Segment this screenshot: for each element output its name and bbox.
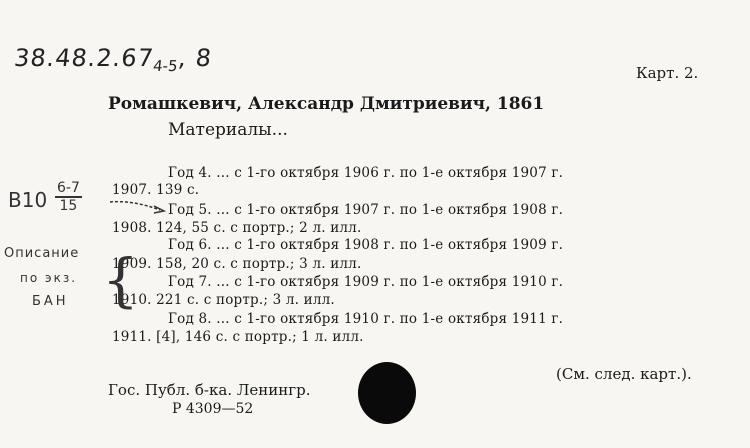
handwritten-arrow-icon xyxy=(108,198,168,216)
handwritten-note-copy: по экз. xyxy=(20,271,78,285)
entry-line: 1907. 139 с. xyxy=(112,182,200,198)
handwritten-fraction xyxy=(55,180,82,214)
entry-line: Год 7. ... с 1-го октября 1909 г. по 1-е октября 1910 г. xyxy=(168,274,564,290)
author-heading: Ромашкевич, Александр Дмитриевич, 1861 xyxy=(108,94,545,114)
shelfmark xyxy=(12,44,213,75)
title: Материалы... xyxy=(168,120,288,140)
fraction-numerator: 6-7 xyxy=(57,180,80,196)
brace-icon: { xyxy=(102,246,139,314)
library-name: Гос. Публ. б-ка. Ленингр. xyxy=(108,381,311,399)
shelfmark-tail: , 8 xyxy=(176,44,214,72)
card-number: Карт. 2. xyxy=(636,64,699,82)
fraction-denominator: 15 xyxy=(59,198,78,214)
entry-line: Год 4. ... с 1-го октября 1906 г. по 1-е октября 1907 г. xyxy=(168,165,564,181)
entry-line: 1909. 158, 20 с. с портр.; 3 л. илл. xyxy=(112,256,362,272)
entry-line: 1911. [4], 146 с. с портр.; 1 л. илл. xyxy=(112,329,364,345)
entry-line: Год 6. ... с 1-го октября 1908 г. по 1-е октября 1909 г. xyxy=(168,237,564,253)
entry-line: Год 8. ... с 1-го октября 1910 г. по 1-е октября 1911 г. xyxy=(168,311,564,327)
handwritten-code: В10 xyxy=(8,188,48,212)
handwritten-note-library: БАН xyxy=(32,294,69,309)
handwritten-note-description: Описание xyxy=(4,246,80,261)
library-code: Р 4309—52 xyxy=(172,401,254,417)
entry-line: Год 5. ... с 1-го октября 1907 г. по 1-е октября 1908 г. xyxy=(168,202,564,218)
shelfmark-main: 38.48.2.67 xyxy=(12,44,156,72)
entry-line: 1910. 221 с. с портр.; 3 л. илл. xyxy=(112,292,335,308)
shelfmark-sub: 4-5 xyxy=(152,57,179,75)
ink-blot xyxy=(358,362,416,424)
see-next-card: (См. след. карт.). xyxy=(556,365,692,383)
entry-line: 1908. 124, 55 с. с портр.; 2 л. илл. xyxy=(112,220,362,236)
